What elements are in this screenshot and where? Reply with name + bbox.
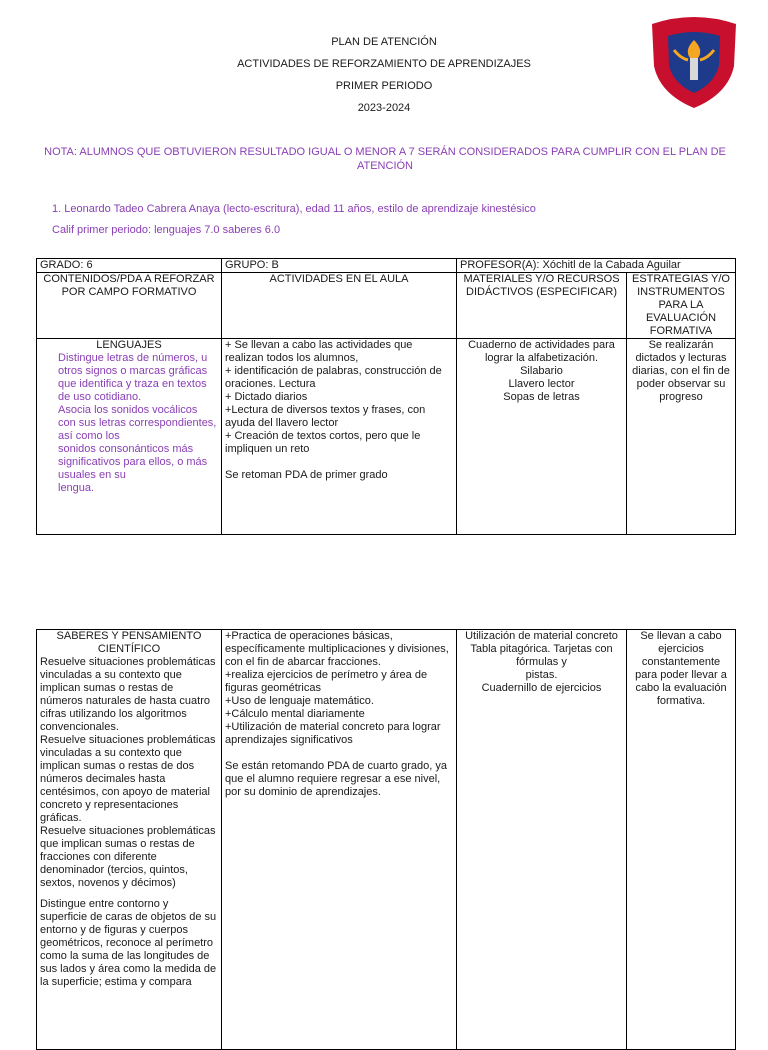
lenguajes-activities: + Se llevan a cabo las actividades que realizan todos los alumnos, + identificación de palabras, construcción de oraciones. Lectura + Dictado diarios +Lectura de diversos textos y frases, con ayuda del llavero lector + Creación de textos cortos, pero que le impliquen un reto Se retoman PDA de primer grado [222,339,457,535]
lenguajes-materials: Cuaderno de actividades para lograr la alfabetización. Silabario Llavero lector Sopas de letras [457,339,627,535]
saberes-content-cell [37,630,222,1050]
saberes-pda: Resuelve situaciones problemáticas vinculadas a su contexto que implican sumas o restas de números naturales de hasta cuatro cifras utilizando los algoritmos convencionales. Resuelve situaciones problemáticas vinculadas a su contexto que implican sumas o restas de dos números decimales hasta centésimos, con apoyo de material concreto y representaciones gráficas. Resuelve situaciones problemáticas que implican sumas o restas de fracciones con diferente denominador (tercios, quintos, sextos, novenos y décimos) [40,656,216,889]
header-contenidos: CONTENIDOS/PDA A REFORZAR POR CAMPO FORMATIVO [37,273,222,339]
lenguajes-pda: Distingue letras de números, u otros signos o marcas gráficas que identifica y traza en textos de uso cotidiano. Asocia los sonidos vocálicos con sus letras correspondientes, así como los sonidos consonánticos más significativos para ellos, o más usuales en su lengua. [58,352,217,494]
group-cell: GRUPO: B [222,259,457,273]
lenguajes-evaluation: Se realizarán dictados y lecturas diarias, con el fin de poder observar su progreso [627,339,736,535]
saberes-evaluation: Se llevan a cabo ejercicios constantemente para poder llevar a cabo la evaluación formativa. [627,630,736,1050]
saberes-pda-geometry: Distingue entre contorno y superficie de caras de objetos de su entorno y de figuras y cuerpos geométricos, reconoce al perímetro como la suma de las longitudes de sus lados y área como la medida de la superficie; estima y compara [40,898,217,988]
saberes-materials: Utilización de material concreto Tabla pitagórica. Tarjetas con fórmulas y pistas. Cuadernillo de ejercicios [457,630,627,1050]
header-materiales: MATERIALES Y/O RECURSOS DIDÁCTIVOS (ESPECIFICAR) [457,273,627,339]
header-estrategias: ESTRATEGIAS Y/O INSTRUMENTOS PARA LA EVALUACIÓN FORMATIVA [627,273,736,339]
header-actividades: ACTIVIDADES EN EL AULA [222,273,457,339]
saberes-activities: +Practica de operaciones básicas, específicamente multiplicaciones y divisiones, con el fin de abarcar fracciones. +realiza ejercicios de perímetro y área de figuras geométricas +Uso de lenguaje matemático. +Cálculo mental diariamente +Utilización de material concreto para lograr aprendizajes significativos Se están retomando PDA de cuarto grado, ya que el alumno requiere regresar a ese nivel, por su dominio de aprendizajes. [222,630,457,1050]
student-info: 1. Leonardo Tadeo Cabrera Anaya (lecto-escritura), edad 11 años, estilo de aprendizaje kinestésico [52,203,536,215]
lenguajes-content-cell [37,339,222,535]
plan-title: PLAN DE ATENCIÓN [331,36,437,48]
campo-lenguajes-title: LENGUAJES [96,339,162,351]
plan-table-saberes [36,629,736,1050]
period-title: PRIMER PERIODO [335,80,433,92]
activities-title: ACTIVIDADES DE REFORZAMIENTO DE APRENDIZAJES [237,58,531,70]
school-shield-logo [644,14,744,110]
teacher-cell: PROFESOR(A): Xóchitl de la Cabada Aguilar [457,259,736,273]
grade-cell: GRADO: 6 [37,259,222,273]
student-grades: Calif primer periodo: lenguajes 7.0 saberes 6.0 [52,224,281,236]
plan-table-lenguajes [36,258,736,535]
note-text: NOTA: ALUMNOS QUE OBTUVIERON RESULTADO IGUAL O MENOR A 7 SERÁN CONSIDERADOS PARA CUMPLIR CON EL PLAN DE ATENCIÓN [44,146,726,172]
school-year: 2023-2024 [357,102,411,114]
campo-saberes-title: SABERES Y PENSAMIENTO CIENTÍFICO [56,630,202,655]
